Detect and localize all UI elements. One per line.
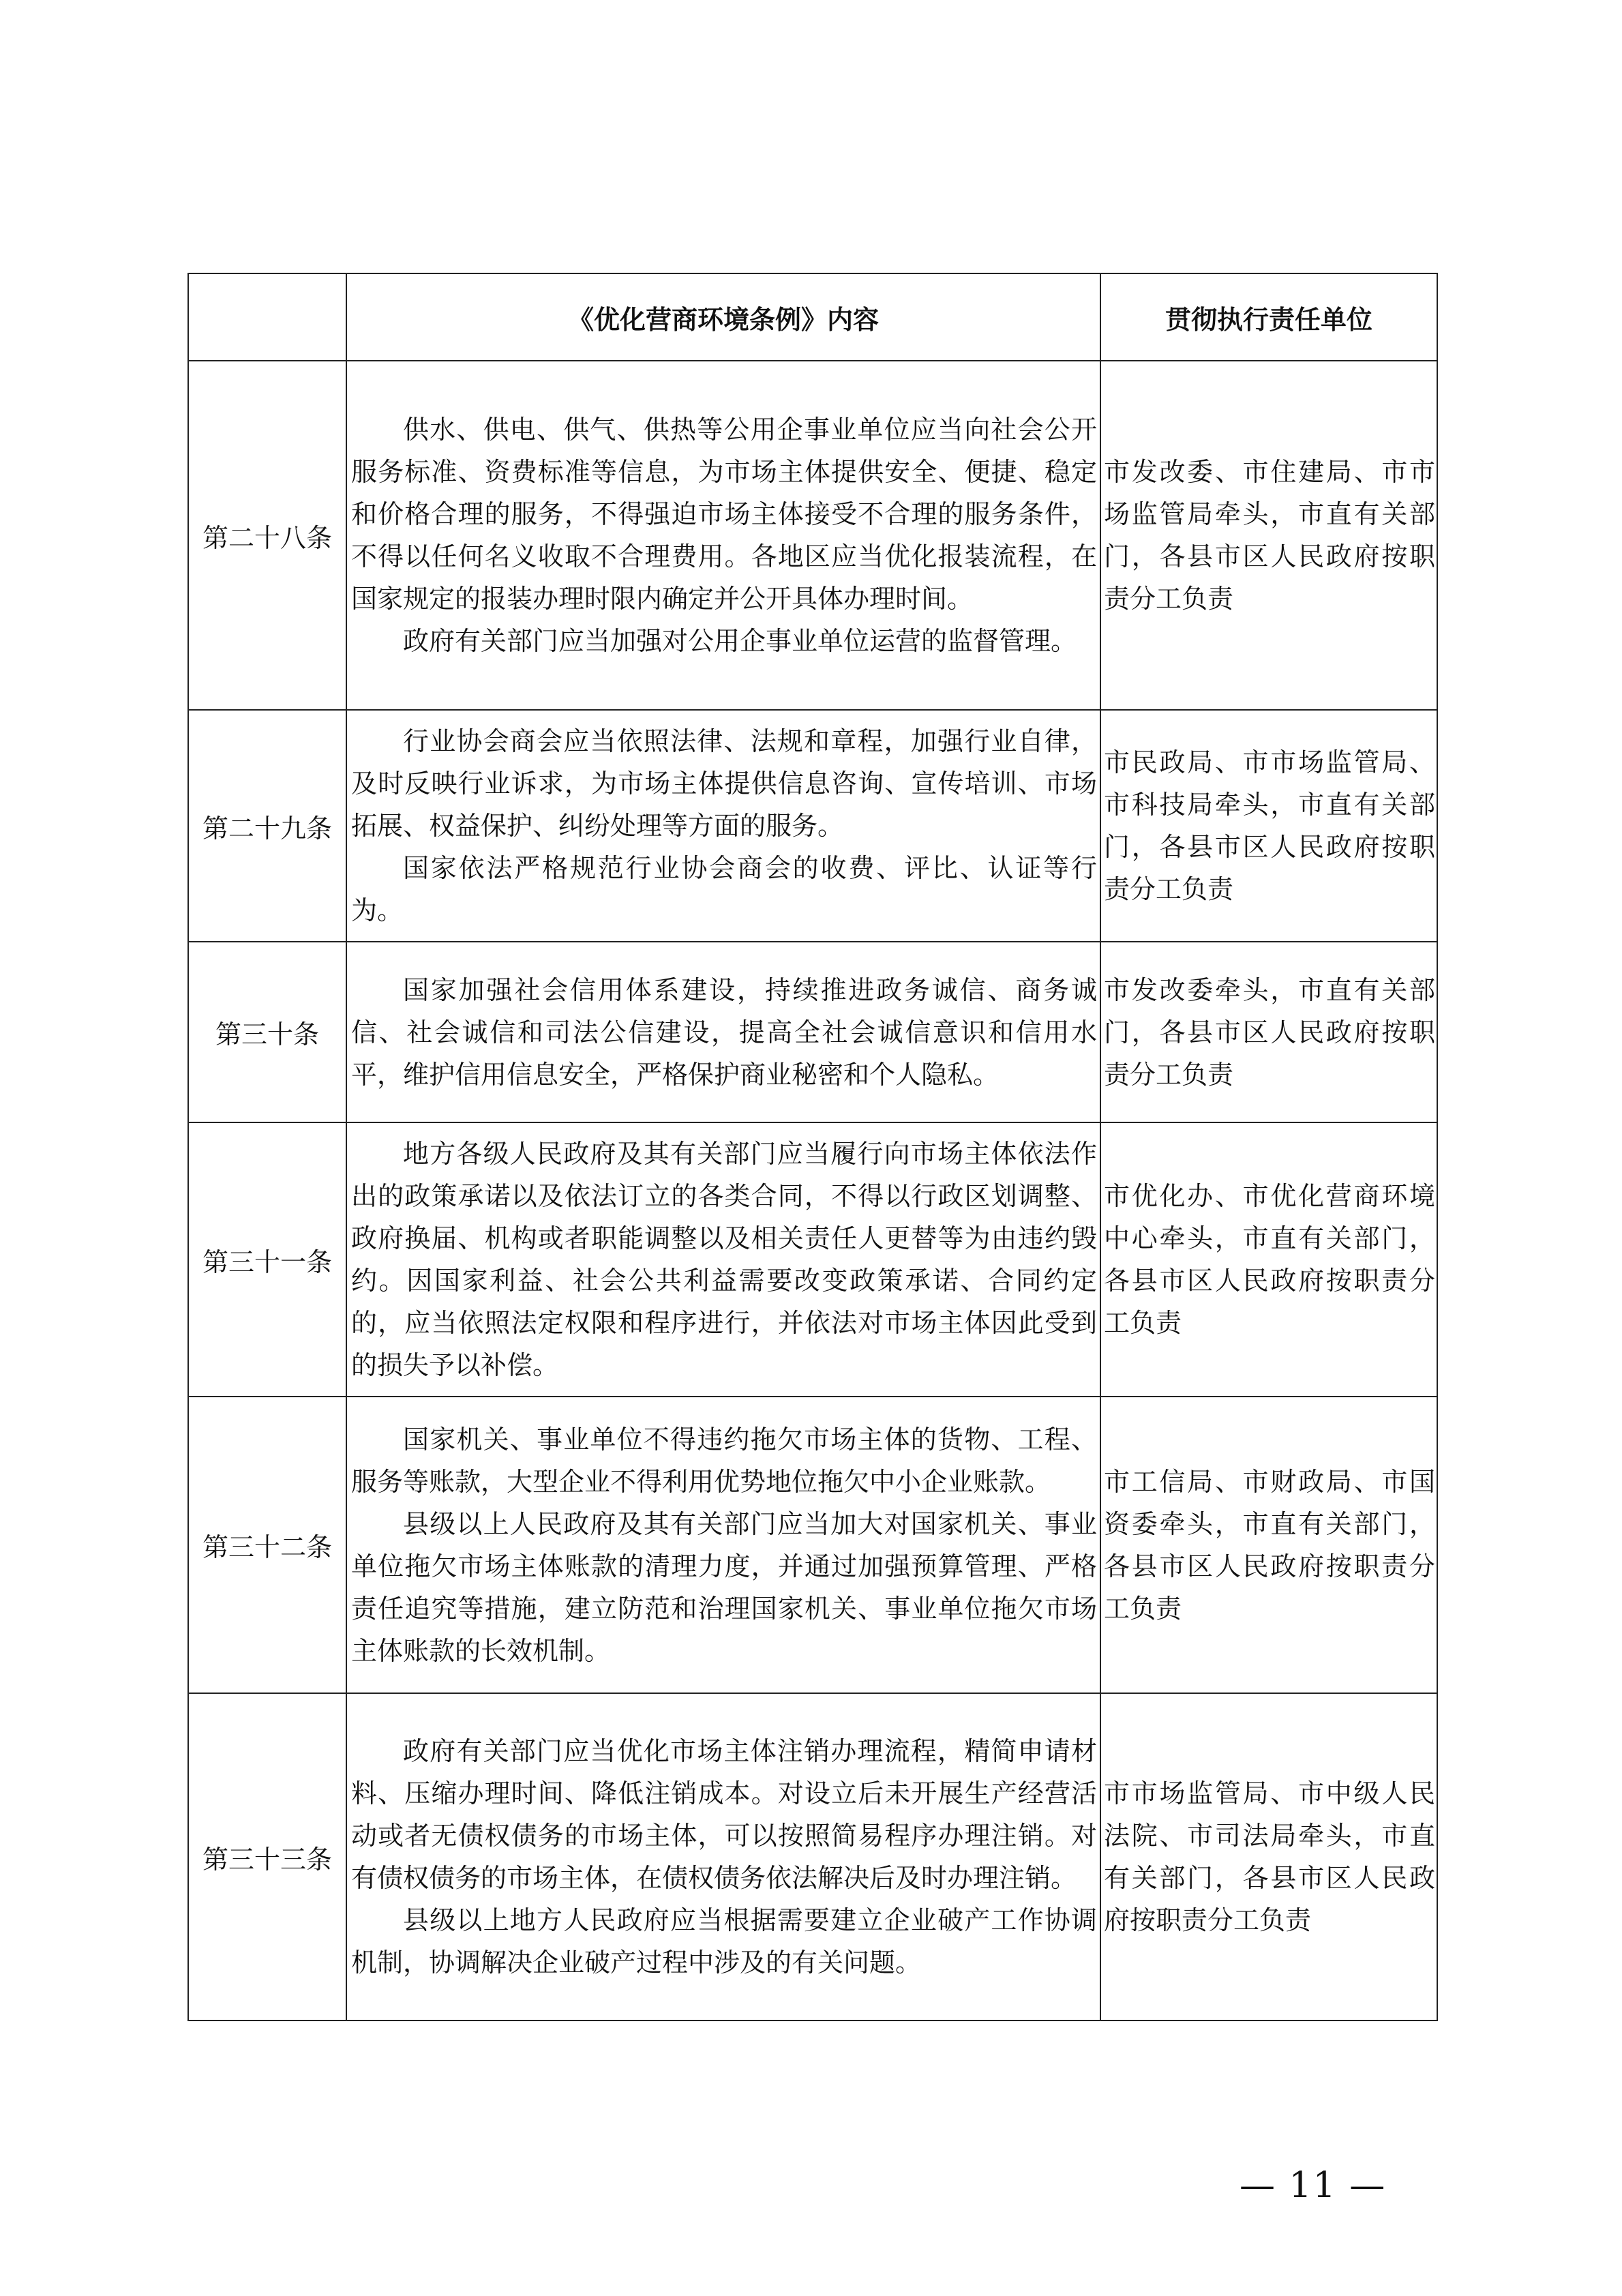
responsible-unit: 市发改委牵头，市直有关部门，各县市区人民政府按职责分工负责	[1100, 942, 1437, 1122]
content-paragraph: 国家依法严格规范行业协会商会的收费、评比、认证等行为。	[351, 853, 1097, 925]
content-paragraph: 供水、供电、供气、供热等公用企事业单位应当向社会公开服务标准、资费标准等信息，为市场主体提供安全、便捷、稳定和价格合理的服务，不得强迫市场主体接受不合理的服务条件，不得以任何名义收取不合理费用。各地区应当优化报装流程，在国家规定的报装办理时限内确定并公开具体办理时间。	[351, 415, 1097, 614]
responsible-unit: 市发改委、市住建局、市市场监管局牵头，市直有关部门，各县市区人民政府按职责分工负责	[1100, 361, 1437, 710]
table-row	[188, 1122, 1437, 1397]
page-number: — 11 —	[1240, 2165, 1387, 2206]
article-content	[346, 361, 1100, 710]
content-paragraph: 国家加强社会信用体系建设，持续推进政务诚信、商务诚信、社会诚信和司法公信建设，提高全社会诚信意识和信用水平，维护信用信息安全，严格保护商业秘密和个人隐私。	[351, 974, 1097, 1090]
content-paragraph: 行业协会商会应当依照法律、法规和章程，加强行业自律，及时反映行业诉求，为市场主体提供信息咨询、宣传培训、市场拓展、权益保护、纠纷处理等方面的服务。	[351, 726, 1097, 841]
article-number: 第三十一条	[188, 1122, 346, 1397]
article-content	[346, 710, 1100, 942]
article-number: 第二十八条	[188, 361, 346, 710]
table-row	[188, 1693, 1437, 2021]
article-number: 第三十三条	[188, 1693, 346, 2021]
responsible-unit: 市民政局、市市场监管局、市科技局牵头，市直有关部门，各县市区人民政府按职责分工负责	[1100, 710, 1437, 942]
content-paragraph: 地方各级人民政府及其有关部门应当履行向市场主体依法作出的政策承诺以及依法订立的各类合同，不得以行政区划调整、政府换届、机构或者职能调整以及相关责任人更替等为由违约毁约。因国家利益、社会公共利益需要改变政策承诺、合同约定的，应当依照法定权限和程序进行，并依法对市场主体因此受到的损失予以补偿。	[351, 1139, 1097, 1380]
content-paragraph: 政府有关部门应当优化市场主体注销办理流程，精简申请材料、压缩办理时间、降低注销成本。对设立后未开展生产经营活动或者无债权债务的市场主体，可以按照简易程序办理注销。对有债权债务的市场主体，在债权债务依法解决后及时办理注销。	[351, 1736, 1097, 1893]
article-content	[346, 1122, 1100, 1397]
article-content	[346, 1397, 1100, 1693]
content-paragraph: 县级以上地方人民政府应当根据需要建立企业破产工作协调机制，协调解决企业破产过程中涉及的有关问题。	[351, 1905, 1097, 1978]
content-paragraph: 政府有关部门应当加强对公用企事业单位运营的监督管理。	[403, 626, 1077, 656]
responsible-unit: 市市场监管局、市中级人民法院、市司法局牵头，市直有关部门，各县市区人民政府按职责分工负责	[1100, 1693, 1437, 2021]
article-number: 第三十条	[188, 942, 346, 1122]
article-number: 第三十二条	[188, 1397, 346, 1693]
content-paragraph: 县级以上人民政府及其有关部门应当加大对国家机关、事业单位拖欠市场主体账款的清理力度，并通过加强预算管理、严格责任追究等措施，建立防范和治理国家机关、事业单位拖欠市场主体账款的长效机制。	[351, 1508, 1097, 1666]
table-row	[188, 361, 1437, 710]
table-row	[188, 710, 1437, 942]
header-article	[188, 273, 346, 361]
responsible-unit: 市优化办、市优化营商环境中心牵头，市直有关部门，各县市区人民政府按职责分工负责	[1100, 1122, 1437, 1397]
header-responsible-unit: 贯彻执行责任单位	[1100, 273, 1437, 361]
header-content: 《优化营商环境条例》内容	[346, 273, 1100, 361]
article-content	[346, 942, 1100, 1122]
article-number: 第二十九条	[188, 710, 346, 942]
table-row	[188, 942, 1437, 1122]
table-row	[188, 1397, 1437, 1693]
responsibility-table	[187, 273, 1438, 2021]
table-header-row	[188, 273, 1437, 361]
content-paragraph: 国家机关、事业单位不得违约拖欠市场主体的货物、工程、服务等账款，大型企业不得利用优势地位拖欠中小企业账款。	[351, 1424, 1097, 1497]
responsible-unit: 市工信局、市财政局、市国资委牵头，市直有关部门，各县市区人民政府按职责分工负责	[1100, 1397, 1437, 1693]
article-content	[346, 1693, 1100, 2021]
